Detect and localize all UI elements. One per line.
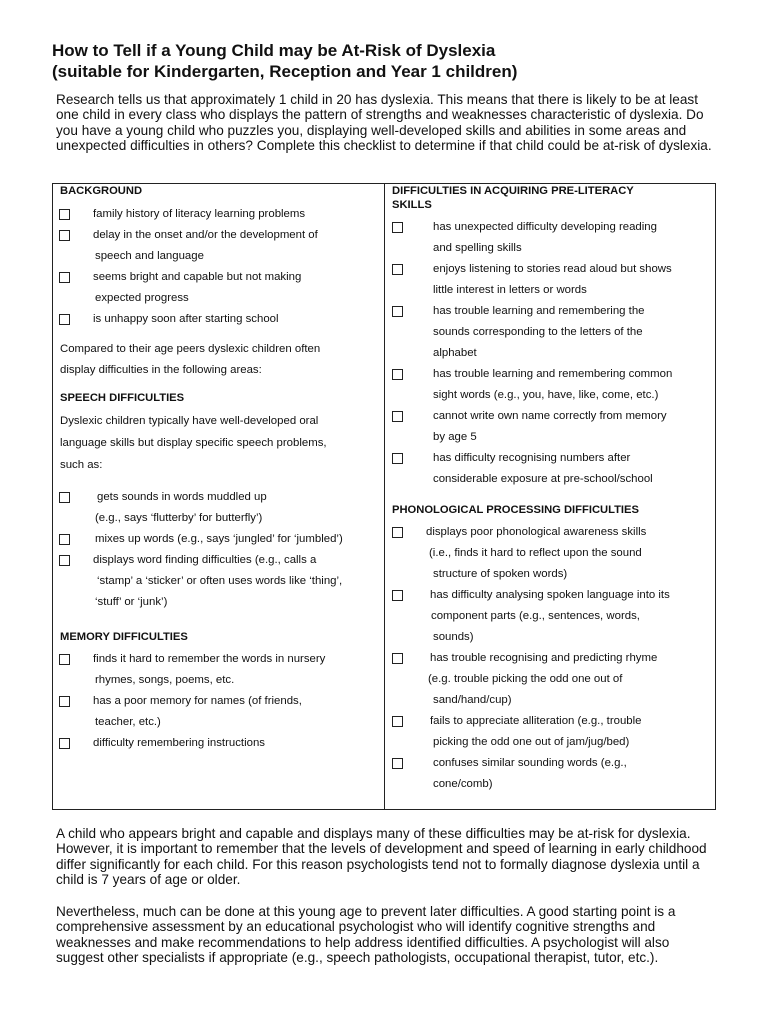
preliteracy-item-6-line: has difficulty recognising numbers after bbox=[433, 452, 631, 464]
memory-item-3-line: difficulty remembering instructions bbox=[93, 737, 265, 749]
document-title bbox=[52, 40, 732, 82]
preliteracy-item-4-line: has trouble learning and remembering common bbox=[433, 368, 673, 380]
phonological-item-1-line: (i.e., finds it hard to reflect upon the sound bbox=[429, 547, 642, 559]
speech-item-1-checkbox[interactable] bbox=[59, 492, 70, 503]
speech-item-1-line: (e.g., says ‘flutterby’ for butterfly’) bbox=[95, 512, 263, 524]
background-item-1-line: family history of literacy learning problems bbox=[93, 208, 306, 220]
preliteracy-item-5-line: cannot write own name correctly from memory bbox=[433, 410, 667, 422]
preliteracy-item-1-checkbox[interactable] bbox=[392, 222, 403, 233]
speech-item-3-line: ‘stamp’ a ‘sticker’ or often uses words like ‘thing’, bbox=[97, 575, 343, 587]
preliteracy-item-5-checkbox[interactable] bbox=[392, 411, 403, 422]
preliteracy-heading-line: DIFFICULTIES IN ACQUIRING PRE-LITERACY bbox=[392, 185, 634, 197]
background-heading: BACKGROUND bbox=[60, 185, 143, 197]
memory-item-3-checkbox[interactable] bbox=[59, 738, 70, 749]
background-item-2-line: speech and language bbox=[95, 250, 204, 262]
compared-text-line: display difficulties in the following areas: bbox=[60, 364, 262, 376]
preliteracy-item-3-line: has trouble learning and remembering the bbox=[433, 305, 645, 317]
preliteracy-item-5-line: by age 5 bbox=[433, 431, 477, 443]
phonological-item-5-line: confuses similar sounding words (e.g., bbox=[433, 757, 627, 769]
background-item-4-line: is unhappy soon after starting school bbox=[93, 313, 279, 325]
preliteracy-item-4-line: sight words (e.g., you, have, like, come, etc.) bbox=[433, 389, 659, 401]
title-line-1: How to Tell if a Young Child may be At-Risk of Dyslexia bbox=[52, 41, 496, 60]
speech-intro-line: such as: bbox=[60, 459, 103, 471]
memory-item-2-checkbox[interactable] bbox=[59, 696, 70, 707]
background-item-2-checkbox[interactable] bbox=[59, 230, 70, 241]
memory-item-2-line: has a poor memory for names (of friends, bbox=[93, 695, 302, 707]
speech-item-3-checkbox[interactable] bbox=[59, 555, 70, 566]
phonological-item-1-checkbox[interactable] bbox=[392, 527, 403, 538]
phonological-item-2-checkbox[interactable] bbox=[392, 590, 403, 601]
speech-item-2-line: mixes up words (e.g., says ‘jungled’ for ‘jumbled’) bbox=[95, 533, 343, 545]
preliteracy-item-2-checkbox[interactable] bbox=[392, 264, 403, 275]
phonological-item-3-line: (e.g. trouble picking the odd one out of bbox=[428, 673, 623, 685]
phonological-item-5-line: cone/comb) bbox=[433, 778, 493, 790]
phonological-heading: PHONOLOGICAL PROCESSING DIFFICULTIES bbox=[392, 504, 639, 516]
preliteracy-item-2-line: little interest in letters or words bbox=[433, 284, 587, 296]
preliteracy-item-6-checkbox[interactable] bbox=[392, 453, 403, 464]
intro-paragraph: Research tells us that approximately 1 child in 20 has dyslexia. This means that there is likely to be at least one child in every class who displays the pattern of strengths and weaknesses characteristic of dyslexia. Do you have a young child who puzzles you, displaying well-developed skills and abilities in some areas and unexpected difficulties in others? Complete this checklist to determine if that child could be at-risk of dyslexia. bbox=[56, 92, 712, 154]
outro-paragraph-1: A child who appears bright and capable and displays many of these difficulties may be at-risk for dyslexia. However, it is important to remember that the levels of development and speed of learning in early childhood differ significantly for each child. For this reason psychologists tend not to formally diagnose dyslexia until a child is 7 years of age or older. bbox=[56, 826, 707, 888]
compared-text-line: Compared to their age peers dyslexic children often bbox=[60, 343, 321, 355]
background-item-3-checkbox[interactable] bbox=[59, 272, 70, 283]
speech-item-3-line: displays word finding difficulties (e.g., calls a bbox=[93, 554, 317, 566]
phonological-item-3-checkbox[interactable] bbox=[392, 653, 403, 664]
memory-item-1-line: rhymes, songs, poems, etc. bbox=[95, 674, 235, 686]
phonological-item-3-line: sand/hand/cup) bbox=[433, 694, 512, 706]
phonological-item-1-line: structure of spoken words) bbox=[433, 568, 568, 580]
phonological-item-4-line: picking the odd one out of jam/jug/bed) bbox=[433, 736, 630, 748]
phonological-item-5-checkbox[interactable] bbox=[392, 758, 403, 769]
speech-item-1-line: gets sounds in words muddled up bbox=[97, 491, 267, 503]
phonological-item-1-line: displays poor phonological awareness skills bbox=[426, 526, 647, 538]
checklist-table bbox=[52, 183, 716, 810]
preliteracy-item-2-line: enjoys listening to stories read aloud but shows bbox=[433, 263, 672, 275]
column-divider bbox=[384, 184, 385, 809]
phonological-item-3-line: has trouble recognising and predicting rhyme bbox=[430, 652, 658, 664]
preliteracy-item-6-line: considerable exposure at pre-school/school bbox=[433, 473, 653, 485]
speech-item-3-line: ‘stuff’ or ‘junk’) bbox=[95, 596, 168, 608]
background-item-3-line: expected progress bbox=[95, 292, 189, 304]
speech-heading: SPEECH DIFFICULTIES bbox=[60, 392, 185, 404]
phonological-item-4-checkbox[interactable] bbox=[392, 716, 403, 727]
phonological-item-2-line: component parts (e.g., sentences, words, bbox=[431, 610, 640, 622]
phonological-item-4-line: fails to appreciate alliteration (e.g., trouble bbox=[430, 715, 642, 727]
title-line-2: (suitable for Kindergarten, Reception and Year 1 children) bbox=[52, 62, 518, 81]
preliteracy-heading-line: SKILLS bbox=[392, 199, 432, 211]
background-item-4-checkbox[interactable] bbox=[59, 314, 70, 325]
preliteracy-item-3-checkbox[interactable] bbox=[392, 306, 403, 317]
speech-intro-line: Dyslexic children typically have well-developed oral bbox=[60, 415, 319, 427]
memory-heading: MEMORY DIFFICULTIES bbox=[60, 631, 188, 643]
speech-intro-line: language skills but display specific speech problems, bbox=[60, 437, 327, 449]
speech-item-2-checkbox[interactable] bbox=[59, 534, 70, 545]
phonological-item-2-line: has difficulty analysing spoken language into its bbox=[430, 589, 670, 601]
preliteracy-item-4-checkbox[interactable] bbox=[392, 369, 403, 380]
phonological-item-2-line: sounds) bbox=[433, 631, 474, 643]
preliteracy-item-1-line: and spelling skills bbox=[433, 242, 522, 254]
memory-item-1-line: finds it hard to remember the words in nursery bbox=[93, 653, 326, 665]
outro-paragraph-2: Nevertheless, much can be done at this young age to prevent later difficulties. A good starting point is a comprehensive assessment by an educational psychologist who will identify cognitive strengths and weaknesses and make recommendations to help address identified difficulties. A psychologist will also suggest other specialists if appropriate (e.g., speech pathologists, occupational therapist, tutor, etc.). bbox=[56, 904, 676, 966]
preliteracy-item-3-line: sounds corresponding to the letters of the bbox=[433, 326, 643, 338]
preliteracy-item-3-line: alphabet bbox=[433, 347, 477, 359]
memory-item-1-checkbox[interactable] bbox=[59, 654, 70, 665]
memory-item-2-line: teacher, etc.) bbox=[95, 716, 161, 728]
background-item-1-checkbox[interactable] bbox=[59, 209, 70, 220]
preliteracy-item-1-line: has unexpected difficulty developing reading bbox=[433, 221, 657, 233]
background-item-3-line: seems bright and capable but not making bbox=[93, 271, 302, 283]
background-item-2-line: delay in the onset and/or the development of bbox=[93, 229, 318, 241]
